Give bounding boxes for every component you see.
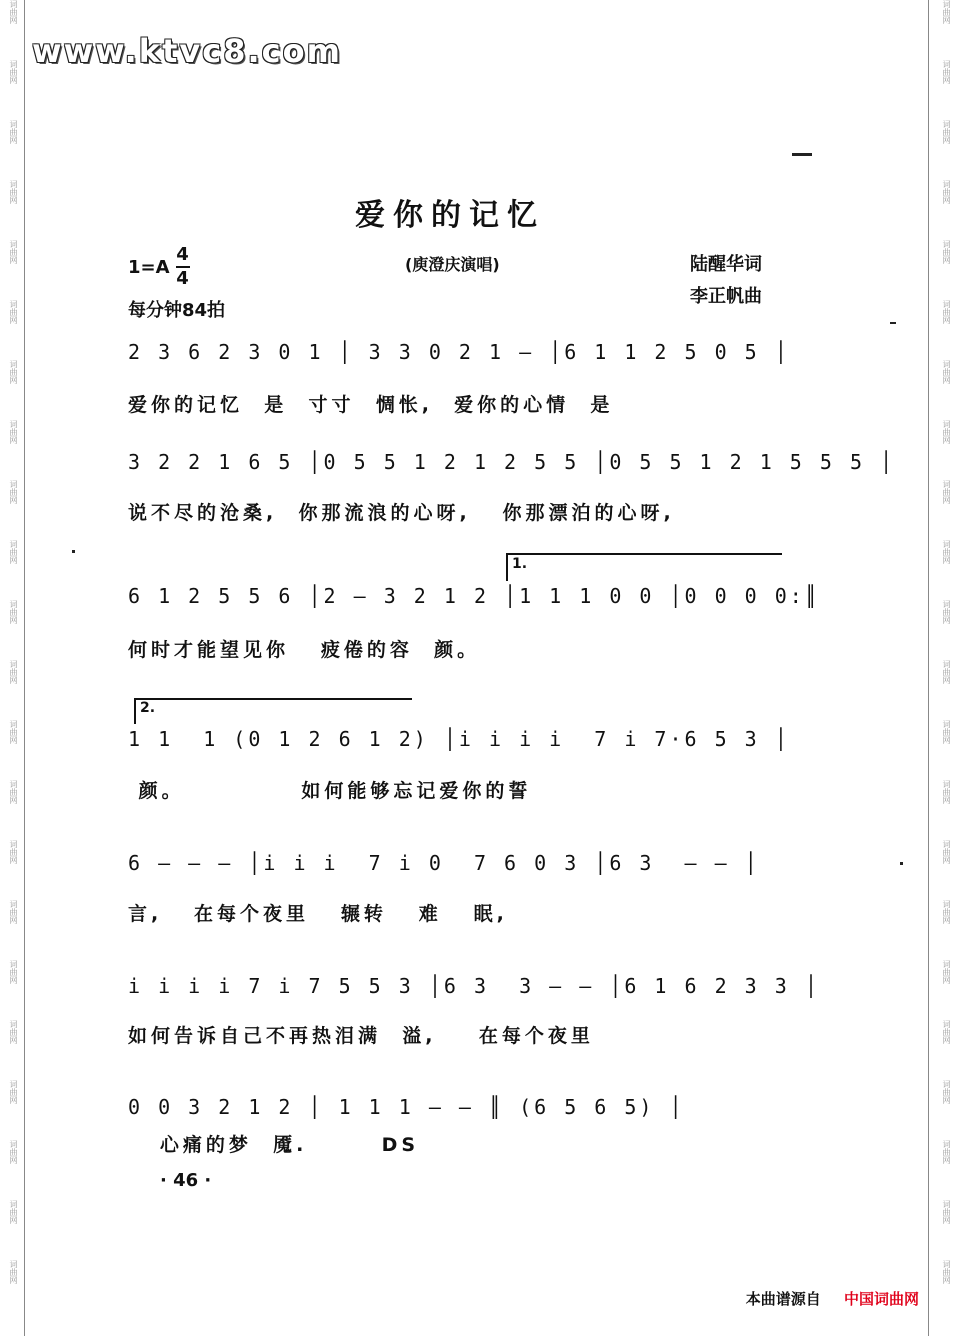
margin-watermark-text: 词曲网: [9, 1200, 18, 1224]
margin-watermark-text: 词曲网: [942, 720, 951, 744]
lyric-line-3: 何时才能望见你 疲倦的容 颜。: [128, 639, 481, 661]
margin-watermark-text: 词曲网: [9, 300, 18, 324]
second-ending-bracket: [134, 698, 412, 724]
notation-line-4: 1 1 1 (0 1 2 6 1 2) │i i i i 7 i 7·6 5 3 │: [128, 727, 790, 751]
song-title: 爱你的记忆: [355, 198, 545, 233]
time-signature: [176, 244, 190, 290]
footer-attribution: [746, 1288, 919, 1309]
margin-watermark-text: 词曲网: [942, 300, 951, 324]
lyric-line-7: 心痛的梦 魇. DS: [128, 1134, 420, 1156]
first-ending-label: 1.: [512, 556, 528, 572]
first-ending-bracket: [506, 553, 782, 581]
margin-watermark-text: 词曲网: [942, 660, 951, 684]
margin-watermark-text: 词曲网: [9, 360, 18, 384]
lyric-line-5: 言, 在每个夜里 辗转 难 眠,: [128, 903, 508, 925]
footer-source-label: 本曲谱源自: [745, 1290, 821, 1308]
lyricist-credit: 陆醒华词: [690, 254, 762, 275]
margin-watermark-text: 词曲网: [9, 840, 18, 864]
notation-line-2: 3 2 2 1 6 5 │0 5 5 1 2 1 2 5 5 │0 5 5 1 2 1 5 5 5 │: [128, 450, 896, 474]
lyric-line-2: 说不尽的沧桑, 你那流浪的心呀, 你那漂泊的心呀,: [128, 502, 675, 524]
scan-mark: [792, 153, 812, 156]
margin-watermark-text: 词曲网: [9, 900, 18, 924]
margin-watermark-text: 词曲网: [942, 780, 951, 804]
notation-line-5: 6 – – – │i i i 7 i 0 7 6 0 3 │6 3 – – │: [128, 851, 760, 875]
margin-watermark-text: 词曲网: [942, 540, 951, 564]
margin-watermark-text: 词曲网: [942, 960, 951, 984]
composer-credit: 李正帆曲: [690, 286, 762, 307]
scan-mark: [890, 322, 896, 324]
right-margin-rule: [928, 0, 929, 1336]
notation-line-6: i i i i 7 i 7 5 5 3 │6 3 3 – – │6 1 6 2 3 3 │: [128, 974, 820, 998]
margin-watermark-text: 词曲网: [9, 120, 18, 144]
performer-credit: (庾澄庆演唱): [405, 255, 500, 274]
second-ending-label: 2.: [140, 700, 156, 716]
margin-watermark-text: 词曲网: [9, 960, 18, 984]
notation-line-1: 2 3 6 2 3 0 1 │ 3 3 0 2 1 – │6 1 1 2 5 0 5 │: [128, 340, 790, 364]
margin-watermark-text: 词曲网: [942, 1020, 951, 1044]
margin-watermark-text: 词曲网: [942, 0, 951, 24]
margin-watermark-text: 词曲网: [9, 600, 18, 624]
margin-watermark-text: 词曲网: [9, 720, 18, 744]
footer-site-name: 中国词曲网: [843, 1290, 919, 1308]
margin-watermark-text: 词曲网: [942, 1080, 951, 1104]
margin-watermark-text: 词曲网: [942, 60, 951, 84]
margin-watermark-text: 词曲网: [9, 1020, 18, 1044]
time-top: 4: [176, 244, 189, 265]
margin-watermark-text: 词曲网: [942, 360, 951, 384]
margin-watermark-text: 词曲网: [9, 540, 18, 564]
tempo-marking: 每分钟84拍: [128, 300, 226, 321]
margin-watermark-text: 词曲网: [9, 180, 18, 204]
margin-watermark-text: 词曲网: [9, 780, 18, 804]
margin-watermark-text: 词曲网: [9, 1140, 18, 1164]
margin-watermark-text: 词曲网: [9, 420, 18, 444]
margin-watermark-text: 词曲网: [9, 660, 18, 684]
margin-watermark-text: 词曲网: [9, 60, 18, 84]
notation-line-7: 0 0 3 2 1 2 │ 1 1 1 – – ║ (6 5 6 5) │: [128, 1095, 685, 1119]
key-signature: [128, 244, 190, 290]
time-bottom: 4: [176, 268, 189, 289]
margin-watermark-text: 词曲网: [9, 1260, 18, 1284]
margin-watermark-text: 词曲网: [942, 1260, 951, 1284]
margin-watermark-text: 词曲网: [942, 1200, 951, 1224]
lyric-line-1: 爱你的记忆 是 寸寸 惆怅, 爱你的心情 是: [128, 394, 614, 416]
margin-watermark-text: 词曲网: [9, 1080, 18, 1104]
margin-watermark-text: 词曲网: [942, 1140, 951, 1164]
margin-watermark-text: 词曲网: [942, 900, 951, 924]
key-label: 1=A: [128, 256, 170, 278]
margin-watermark-text: 词曲网: [942, 180, 951, 204]
site-url-watermark: www.ktvc8.com: [32, 32, 342, 70]
margin-watermark-text: 词曲网: [9, 0, 18, 24]
margin-watermark-text: 词曲网: [942, 120, 951, 144]
margin-watermark-text: 词曲网: [942, 840, 951, 864]
scan-mark: [72, 550, 75, 553]
margin-watermark-text: 词曲网: [942, 240, 951, 264]
margin-watermark-text: 词曲网: [9, 480, 18, 504]
margin-watermark-text: 词曲网: [942, 480, 951, 504]
lyric-line-4: 颜。 如何能够忘记爱你的誓: [128, 780, 532, 802]
notation-line-3: 6 1 2 5 5 6 │2 – 3 2 1 2 │1 1 1 0 0 │0 0 0 0:║: [128, 584, 820, 608]
right-margin-watermark: [935, 0, 951, 1336]
margin-watermark-text: 词曲网: [942, 420, 951, 444]
scan-mark: [900, 862, 903, 865]
margin-watermark-text: 词曲网: [9, 240, 18, 264]
margin-watermark-text: 词曲网: [942, 600, 951, 624]
page-number: · 46 ·: [160, 1170, 212, 1191]
lyric-line-6: 如何告诉自己不再热泪满 溢, 在每个夜里: [128, 1025, 594, 1047]
